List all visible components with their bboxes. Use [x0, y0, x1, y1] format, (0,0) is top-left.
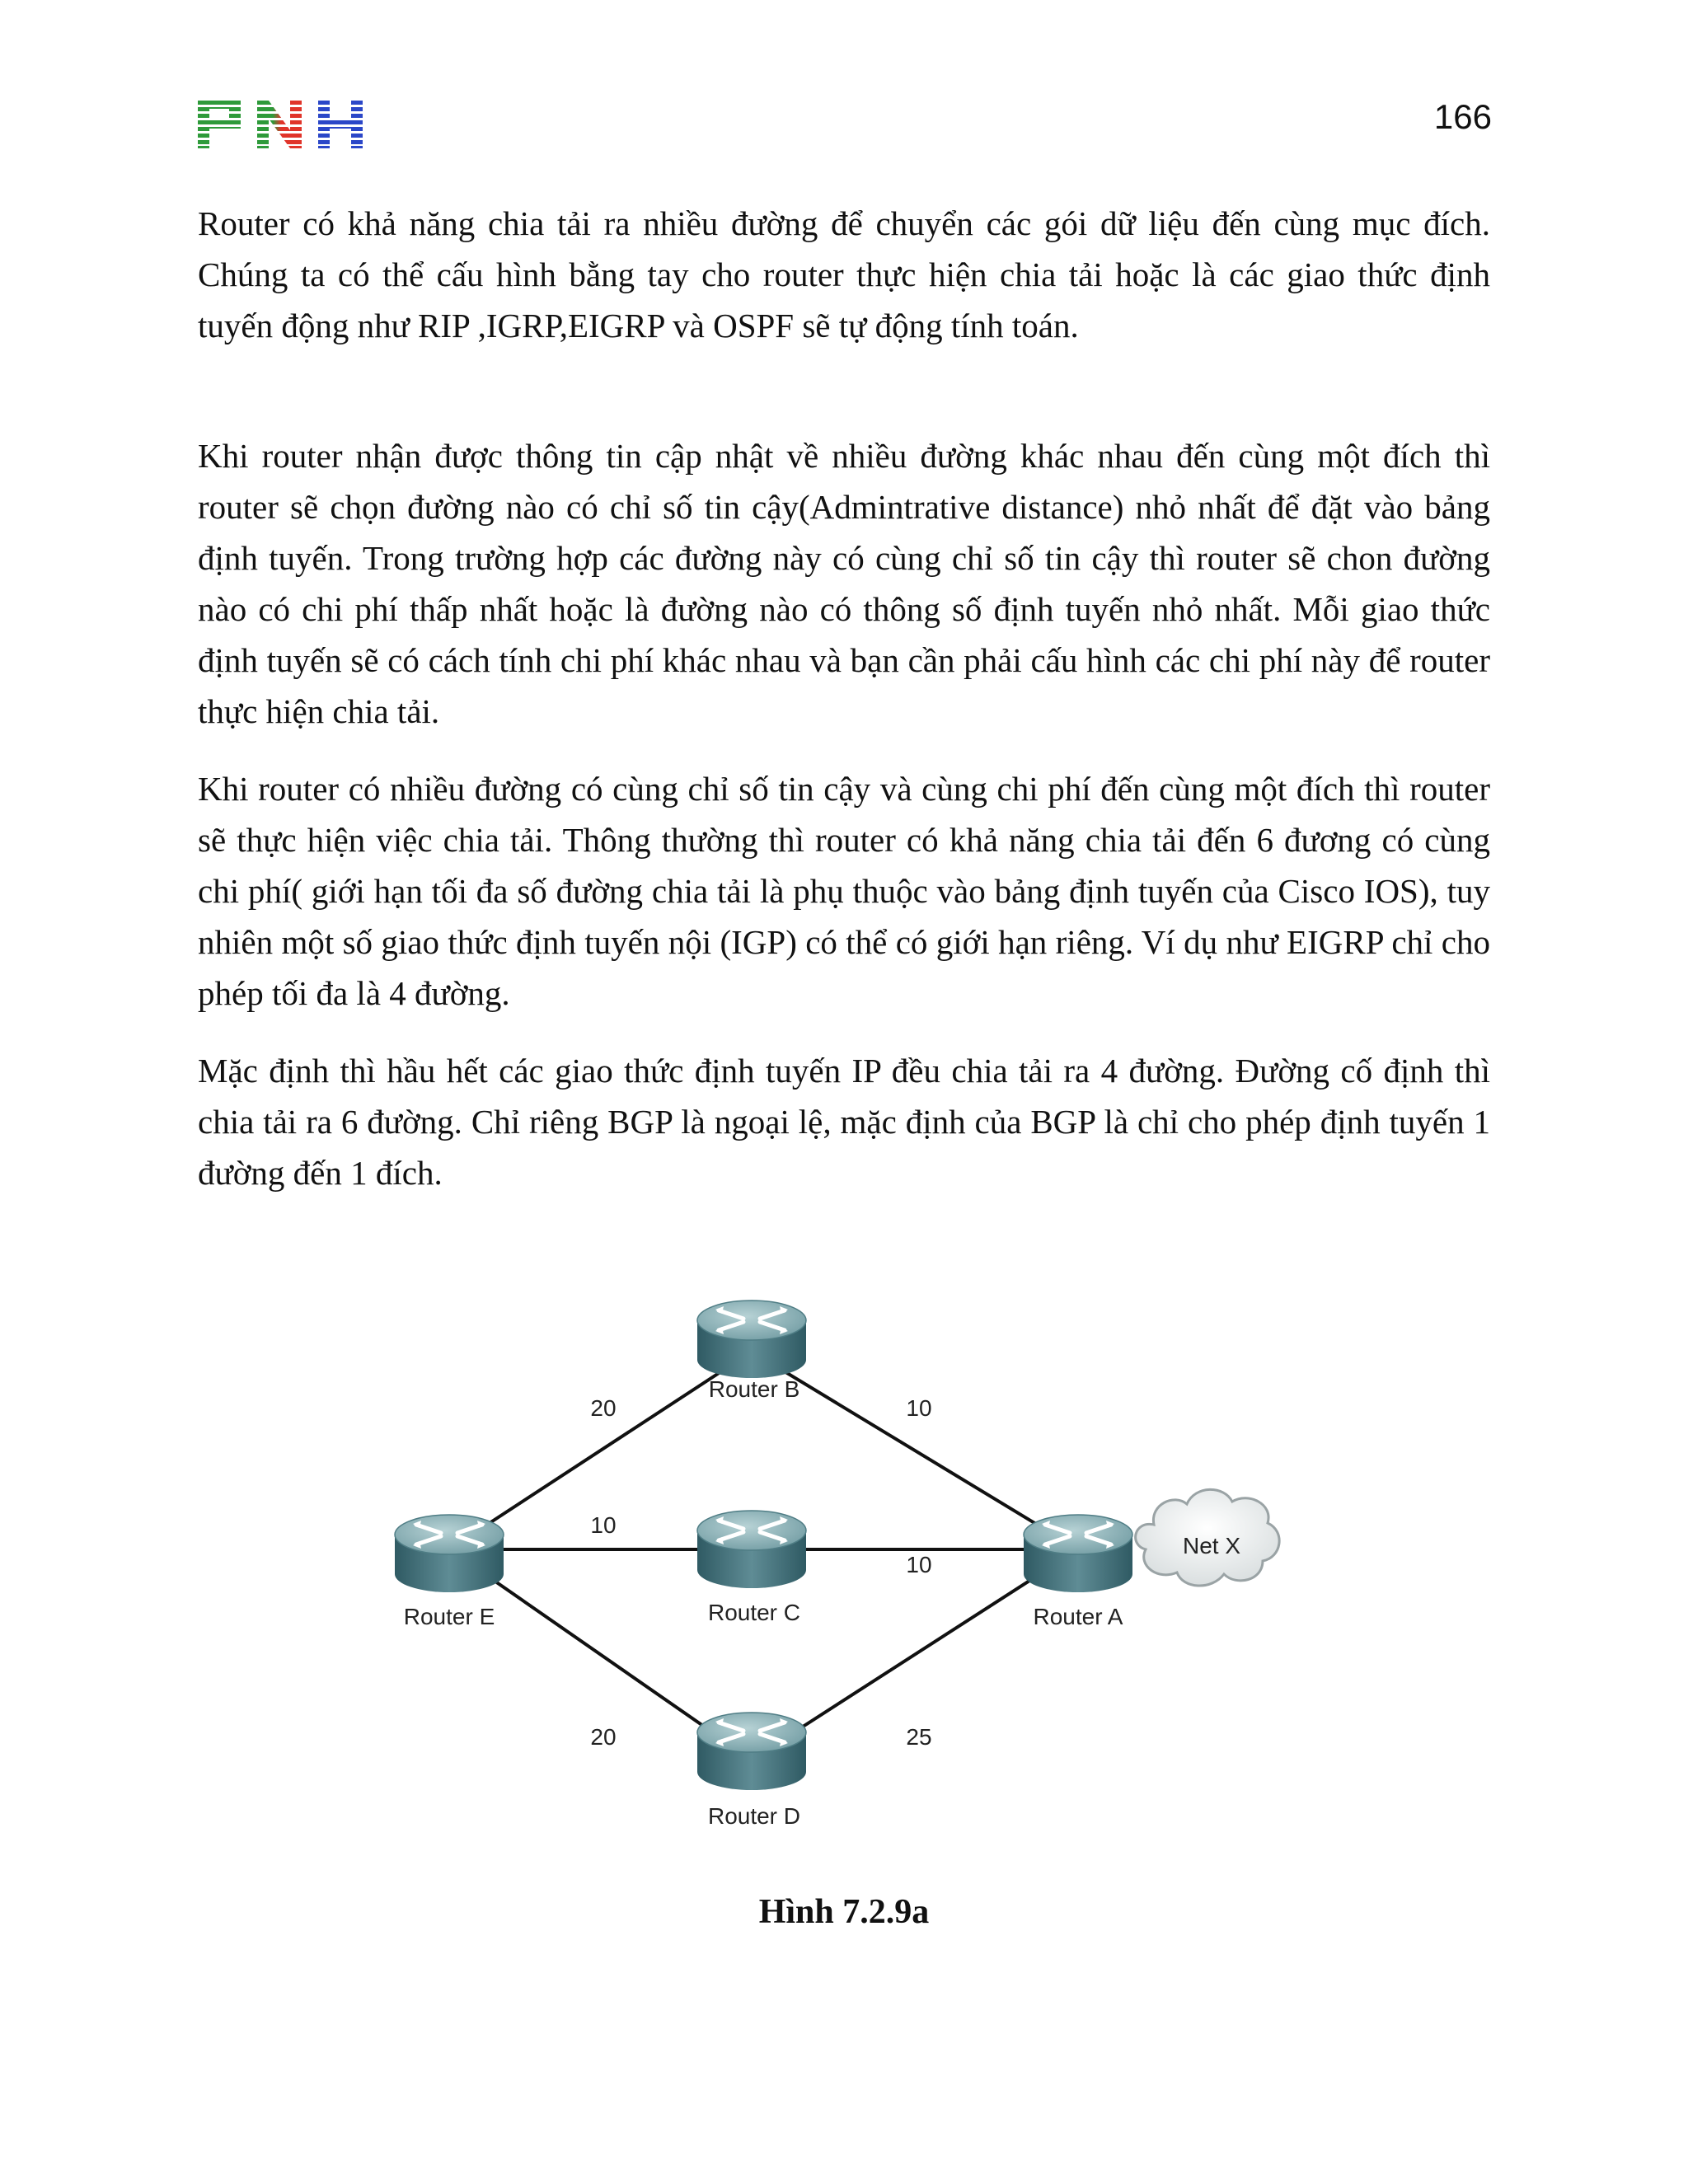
weight-b-a: 10	[906, 1395, 932, 1421]
page-number: 166	[1433, 97, 1492, 136]
weight-d-a: 25	[906, 1724, 932, 1750]
pnh-logo	[198, 101, 364, 148]
paragraph-administrative-distance: Khi router nhận được thông tin cập nhật về nhiều đường khác nhau đến cùng một đích thì router sẽ chọn đường nào có chỉ số tin cậy(Admintrative distance) nhỏ nhất để đặt vào bảng định tuyến. Trong trường hợp các đường này có cùng chỉ số tin cậy thì router sẽ chon đường nào có chi phí thấp nhất hoặc là đường nào có thông số định tuyến nhỏ nhất. Mỗi giao thức định tuyến sẽ có cách tính chi phí khác nhau và bạn cần phải cấu hình các chi phí này để router thực hiện chia tải.	[198, 437, 1490, 730]
router-a-label: Router A	[1033, 1604, 1123, 1629]
paragraph-equal-cost-paths: Khi router có nhiều đường có cùng chỉ số tin cậy và cùng chi phí đến cùng một đích thì router sẽ thực hiện việc chia tải. Thông thường thì router có khả năng chia tải đến 6 đương có cùng chi phí( giới hạn tối đa số đường chia tải là phụ thuộc vào bảng định tuyến của Cisco IOS), tuy nhiên một số giao thức định tuyến nội (IGP) có thể có giới hạn riêng. Ví dụ như EIGRP chỉ cho phép tối đa là 4 đường.	[198, 770, 1490, 1012]
cloud-label: Net X	[1182, 1533, 1241, 1558]
paragraph-load-balancing-intro: Router có khả năng chia tải ra nhiều đường để chuyển các gói dữ liệu đến cùng mục đích. Chúng ta có thể cấu hình bằng tay cho router thực hiện chia tải hoặc là các giao thức định tuyến động như RIP ,IGRP,EIGRP và OSPF sẽ tự động tính toán.	[198, 204, 1490, 344]
link-b-a	[752, 1352, 1078, 1549]
weight-c-a: 10	[906, 1552, 932, 1577]
router-b-icon	[697, 1301, 806, 1378]
router-d-icon	[697, 1713, 806, 1790]
router-c-icon	[697, 1511, 806, 1588]
router-e-icon	[395, 1515, 504, 1592]
paragraph-default-paths: Mặc định thì hầu hết các giao thức định tuyến IP đều chia tải ra 4 đường. Đường cố định thì chia tải ra 6 đường. Chỉ riêng BGP là ngoại lệ, mặc định của BGP là chỉ cho phép định tuyến 1 đường đến 1 đích.	[198, 1052, 1490, 1192]
router-d-label: Router D	[707, 1803, 801, 1829]
weight-e-d: 20	[590, 1724, 617, 1750]
router-b-label: Router B	[708, 1376, 800, 1402]
weight-e-c: 10	[590, 1512, 617, 1538]
network-diagram	[363, 1269, 1319, 1846]
router-c-label: Router C	[707, 1600, 801, 1625]
figure-caption: Hình 7.2.9a	[758, 1893, 930, 1931]
weight-e-b: 20	[590, 1395, 617, 1421]
router-a-icon	[1024, 1515, 1132, 1592]
router-e-label: Router E	[403, 1604, 495, 1629]
